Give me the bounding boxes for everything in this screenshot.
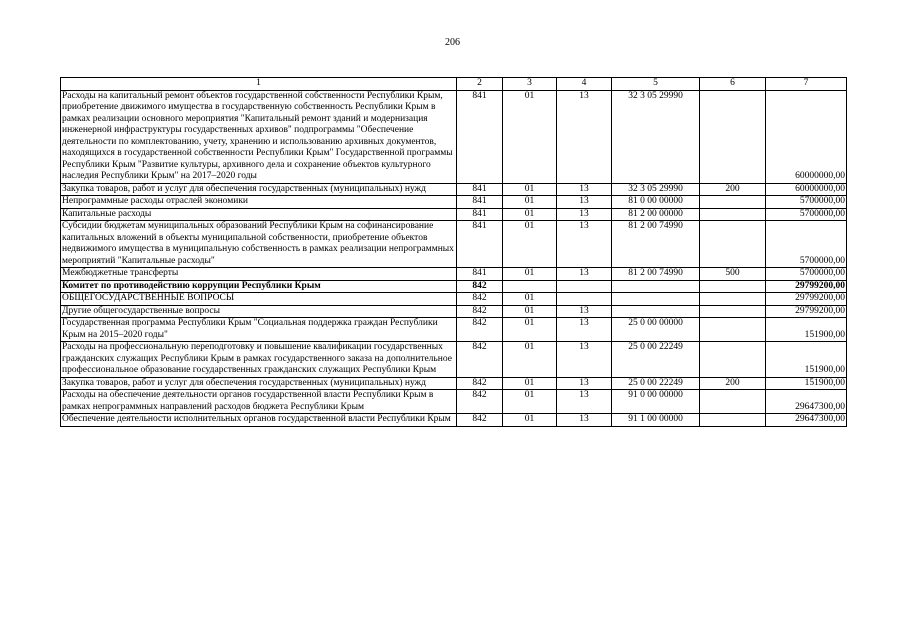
column-header: 7 bbox=[766, 78, 847, 91]
table-row bbox=[61, 318, 847, 342]
table-row bbox=[61, 183, 847, 196]
section-code-cell: 01 bbox=[503, 318, 557, 342]
amount-cell: 5700000,00 bbox=[766, 221, 847, 268]
ministry-code-cell: 841 bbox=[457, 90, 503, 183]
amount-cell: 29647300,00 bbox=[766, 390, 847, 414]
subsection-code-cell bbox=[557, 293, 612, 306]
subsection-code-cell: 13 bbox=[557, 90, 612, 183]
row-name-cell: Расходы на профессиональную переподготовку и повышение квалификации государственных гражданских служащих Республики Крым в рамках государственного заказа на дополнительное профессиональное образование государственных гражданских служащих Республики Крым bbox=[61, 342, 457, 378]
subsection-code-cell: 13 bbox=[557, 390, 612, 414]
ministry-code-cell: 841 bbox=[457, 196, 503, 209]
table-row bbox=[61, 293, 847, 306]
page-number: 206 bbox=[445, 37, 460, 48]
target-article-cell: 81 2 00 74990 bbox=[612, 268, 700, 281]
subsection-code-cell: 13 bbox=[557, 196, 612, 209]
amount-cell: 29799200,00 bbox=[766, 293, 847, 306]
subsection-code-cell bbox=[557, 280, 612, 293]
table-row bbox=[61, 268, 847, 281]
ministry-code-cell: 842 bbox=[457, 390, 503, 414]
ministry-code-cell: 842 bbox=[457, 293, 503, 306]
target-article-cell: 25 0 00 22249 bbox=[612, 342, 700, 378]
amount-cell: 60000000,00 bbox=[766, 90, 847, 183]
subsection-code-cell: 13 bbox=[557, 221, 612, 268]
subsection-code-cell: 13 bbox=[557, 414, 612, 427]
expense-type-cell bbox=[700, 342, 766, 378]
table-row bbox=[61, 208, 847, 221]
subsection-code-cell: 13 bbox=[557, 208, 612, 221]
row-name-cell: Расходы на обеспечение деятельности органов государственной власти Республики Крым в рамках непрограммных направлений расходов бюджета Республики Крым bbox=[61, 390, 457, 414]
amount-cell: 29799200,00 bbox=[766, 280, 847, 293]
section-code-cell: 01 bbox=[503, 90, 557, 183]
expense-type-cell bbox=[700, 414, 766, 427]
expense-type-cell bbox=[700, 293, 766, 306]
column-header: 2 bbox=[457, 78, 503, 91]
row-name-cell: Закупка товаров, работ и услуг для обеспечения государственных (муниципальных) нужд bbox=[61, 377, 457, 390]
row-name-cell: Комитет по противодействию коррупции Республики Крым bbox=[61, 280, 457, 293]
amount-cell: 5700000,00 bbox=[766, 208, 847, 221]
row-name-cell: Капитальные расходы bbox=[61, 208, 457, 221]
expense-type-cell bbox=[700, 390, 766, 414]
row-name-cell: Другие общегосударственные вопросы bbox=[61, 305, 457, 318]
section-code-cell: 01 bbox=[503, 183, 557, 196]
ministry-code-cell: 841 bbox=[457, 221, 503, 268]
row-name-cell: Обеспечение деятельности исполнительных органов государственной власти Республики Крым bbox=[61, 414, 457, 427]
target-article-cell: 25 0 00 22249 bbox=[612, 377, 700, 390]
amount-cell: 151900,00 bbox=[766, 377, 847, 390]
amount-cell: 29799200,00 bbox=[766, 305, 847, 318]
section-code-cell: 01 bbox=[503, 390, 557, 414]
ministry-code-cell: 842 bbox=[457, 305, 503, 318]
target-article-cell: 81 2 00 00000 bbox=[612, 208, 700, 221]
row-name-cell: Государственная программа Республики Крым "Социальная поддержка граждан Республики Крым на 2015–2020 годы" bbox=[61, 318, 457, 342]
row-name-cell: Непрограммные расходы отраслей экономики bbox=[61, 196, 457, 209]
column-header: 3 bbox=[503, 78, 557, 91]
section-code-cell: 01 bbox=[503, 221, 557, 268]
expense-type-cell bbox=[700, 208, 766, 221]
subsection-code-cell: 13 bbox=[557, 342, 612, 378]
row-name-cell: Расходы на капитальный ремонт объектов государственной собственности Республики Крым, приобретение движимого имущества в государственную собственность Республики Крым в рамках реализации основного мероприятия "Капитальный ремонт зданий и модернизация инженерной инфраструктуры государственных архивов" подпрограммы "Обеспечение деятельности по комплектованию, учету, хранению и использованию архивных документов, находящихся в государственной собственности Республики Крым" Государственной программы Республики Крым "Развитие культуры, архивного дела и сохранение объектов культурного наследия Республики Крым" на 2017–2020 годы bbox=[61, 90, 457, 183]
row-name-cell: Закупка товаров, работ и услуг для обеспечения государственных (муниципальных) нужд bbox=[61, 183, 457, 196]
target-article-cell: 25 0 00 00000 bbox=[612, 318, 700, 342]
table-row bbox=[61, 377, 847, 390]
expense-type-cell bbox=[700, 318, 766, 342]
expense-type-cell bbox=[700, 280, 766, 293]
column-header: 1 bbox=[61, 78, 457, 91]
section-code-cell: 01 bbox=[503, 268, 557, 281]
subsection-code-cell: 13 bbox=[557, 268, 612, 281]
table-row bbox=[61, 342, 847, 378]
column-header: 4 bbox=[557, 78, 612, 91]
ministry-code-cell: 842 bbox=[457, 342, 503, 378]
table-row bbox=[61, 196, 847, 209]
section-code-cell: 01 bbox=[503, 377, 557, 390]
column-header: 5 bbox=[612, 78, 700, 91]
section-code-cell: 01 bbox=[503, 305, 557, 318]
table-row bbox=[61, 414, 847, 427]
amount-cell: 5700000,00 bbox=[766, 268, 847, 281]
expense-type-cell: 200 bbox=[700, 377, 766, 390]
target-article-cell bbox=[612, 305, 700, 318]
section-code-cell: 01 bbox=[503, 293, 557, 306]
ministry-code-cell: 842 bbox=[457, 280, 503, 293]
expense-type-cell bbox=[700, 90, 766, 183]
target-article-cell: 91 0 00 00000 bbox=[612, 390, 700, 414]
target-article-cell: 81 2 00 74990 bbox=[612, 221, 700, 268]
table-row bbox=[61, 280, 847, 293]
ministry-code-cell: 842 bbox=[457, 318, 503, 342]
row-name-cell: Межбюджетные трансферты bbox=[61, 268, 457, 281]
table-row bbox=[61, 221, 847, 268]
table-row bbox=[61, 390, 847, 414]
subsection-code-cell: 13 bbox=[557, 377, 612, 390]
target-article-cell: 91 1 00 00000 bbox=[612, 414, 700, 427]
subsection-code-cell: 13 bbox=[557, 183, 612, 196]
target-article-cell: 81 0 00 00000 bbox=[612, 196, 700, 209]
amount-cell: 60000000,00 bbox=[766, 183, 847, 196]
table-row bbox=[61, 90, 847, 183]
expense-type-cell bbox=[700, 221, 766, 268]
amount-cell: 151900,00 bbox=[766, 318, 847, 342]
section-code-cell: 01 bbox=[503, 342, 557, 378]
row-name-cell: Субсидии бюджетам муниципальных образований Республики Крым на софинансирование капитальных вложений в объекты муниципальной собственности, приобретение объектов недвижимого имущества в муниципальную собственность в рамках реализации непрограммных мероприятий "Капитальные расходы" bbox=[61, 221, 457, 268]
ministry-code-cell: 842 bbox=[457, 377, 503, 390]
table-row bbox=[61, 305, 847, 318]
expense-type-cell: 500 bbox=[700, 268, 766, 281]
target-article-cell bbox=[612, 280, 700, 293]
target-article-cell: 32 3 05 29990 bbox=[612, 90, 700, 183]
table-header-row bbox=[61, 78, 847, 91]
row-name-cell: ОБЩЕГОСУДАРСТВЕННЫЕ ВОПРОСЫ bbox=[61, 293, 457, 306]
budget-table bbox=[60, 77, 847, 427]
expense-type-cell bbox=[700, 305, 766, 318]
ministry-code-cell: 841 bbox=[457, 208, 503, 221]
section-code-cell bbox=[503, 280, 557, 293]
expense-type-cell: 200 bbox=[700, 183, 766, 196]
amount-cell: 29647300,00 bbox=[766, 414, 847, 427]
amount-cell: 5700000,00 bbox=[766, 196, 847, 209]
section-code-cell: 01 bbox=[503, 414, 557, 427]
ministry-code-cell: 842 bbox=[457, 414, 503, 427]
target-article-cell: 32 3 05 29990 bbox=[612, 183, 700, 196]
ministry-code-cell: 841 bbox=[457, 268, 503, 281]
expense-type-cell bbox=[700, 196, 766, 209]
subsection-code-cell: 13 bbox=[557, 305, 612, 318]
subsection-code-cell: 13 bbox=[557, 318, 612, 342]
amount-cell: 151900,00 bbox=[766, 342, 847, 378]
target-article-cell bbox=[612, 293, 700, 306]
section-code-cell: 01 bbox=[503, 196, 557, 209]
section-code-cell: 01 bbox=[503, 208, 557, 221]
ministry-code-cell: 841 bbox=[457, 183, 503, 196]
column-header: 6 bbox=[700, 78, 766, 91]
